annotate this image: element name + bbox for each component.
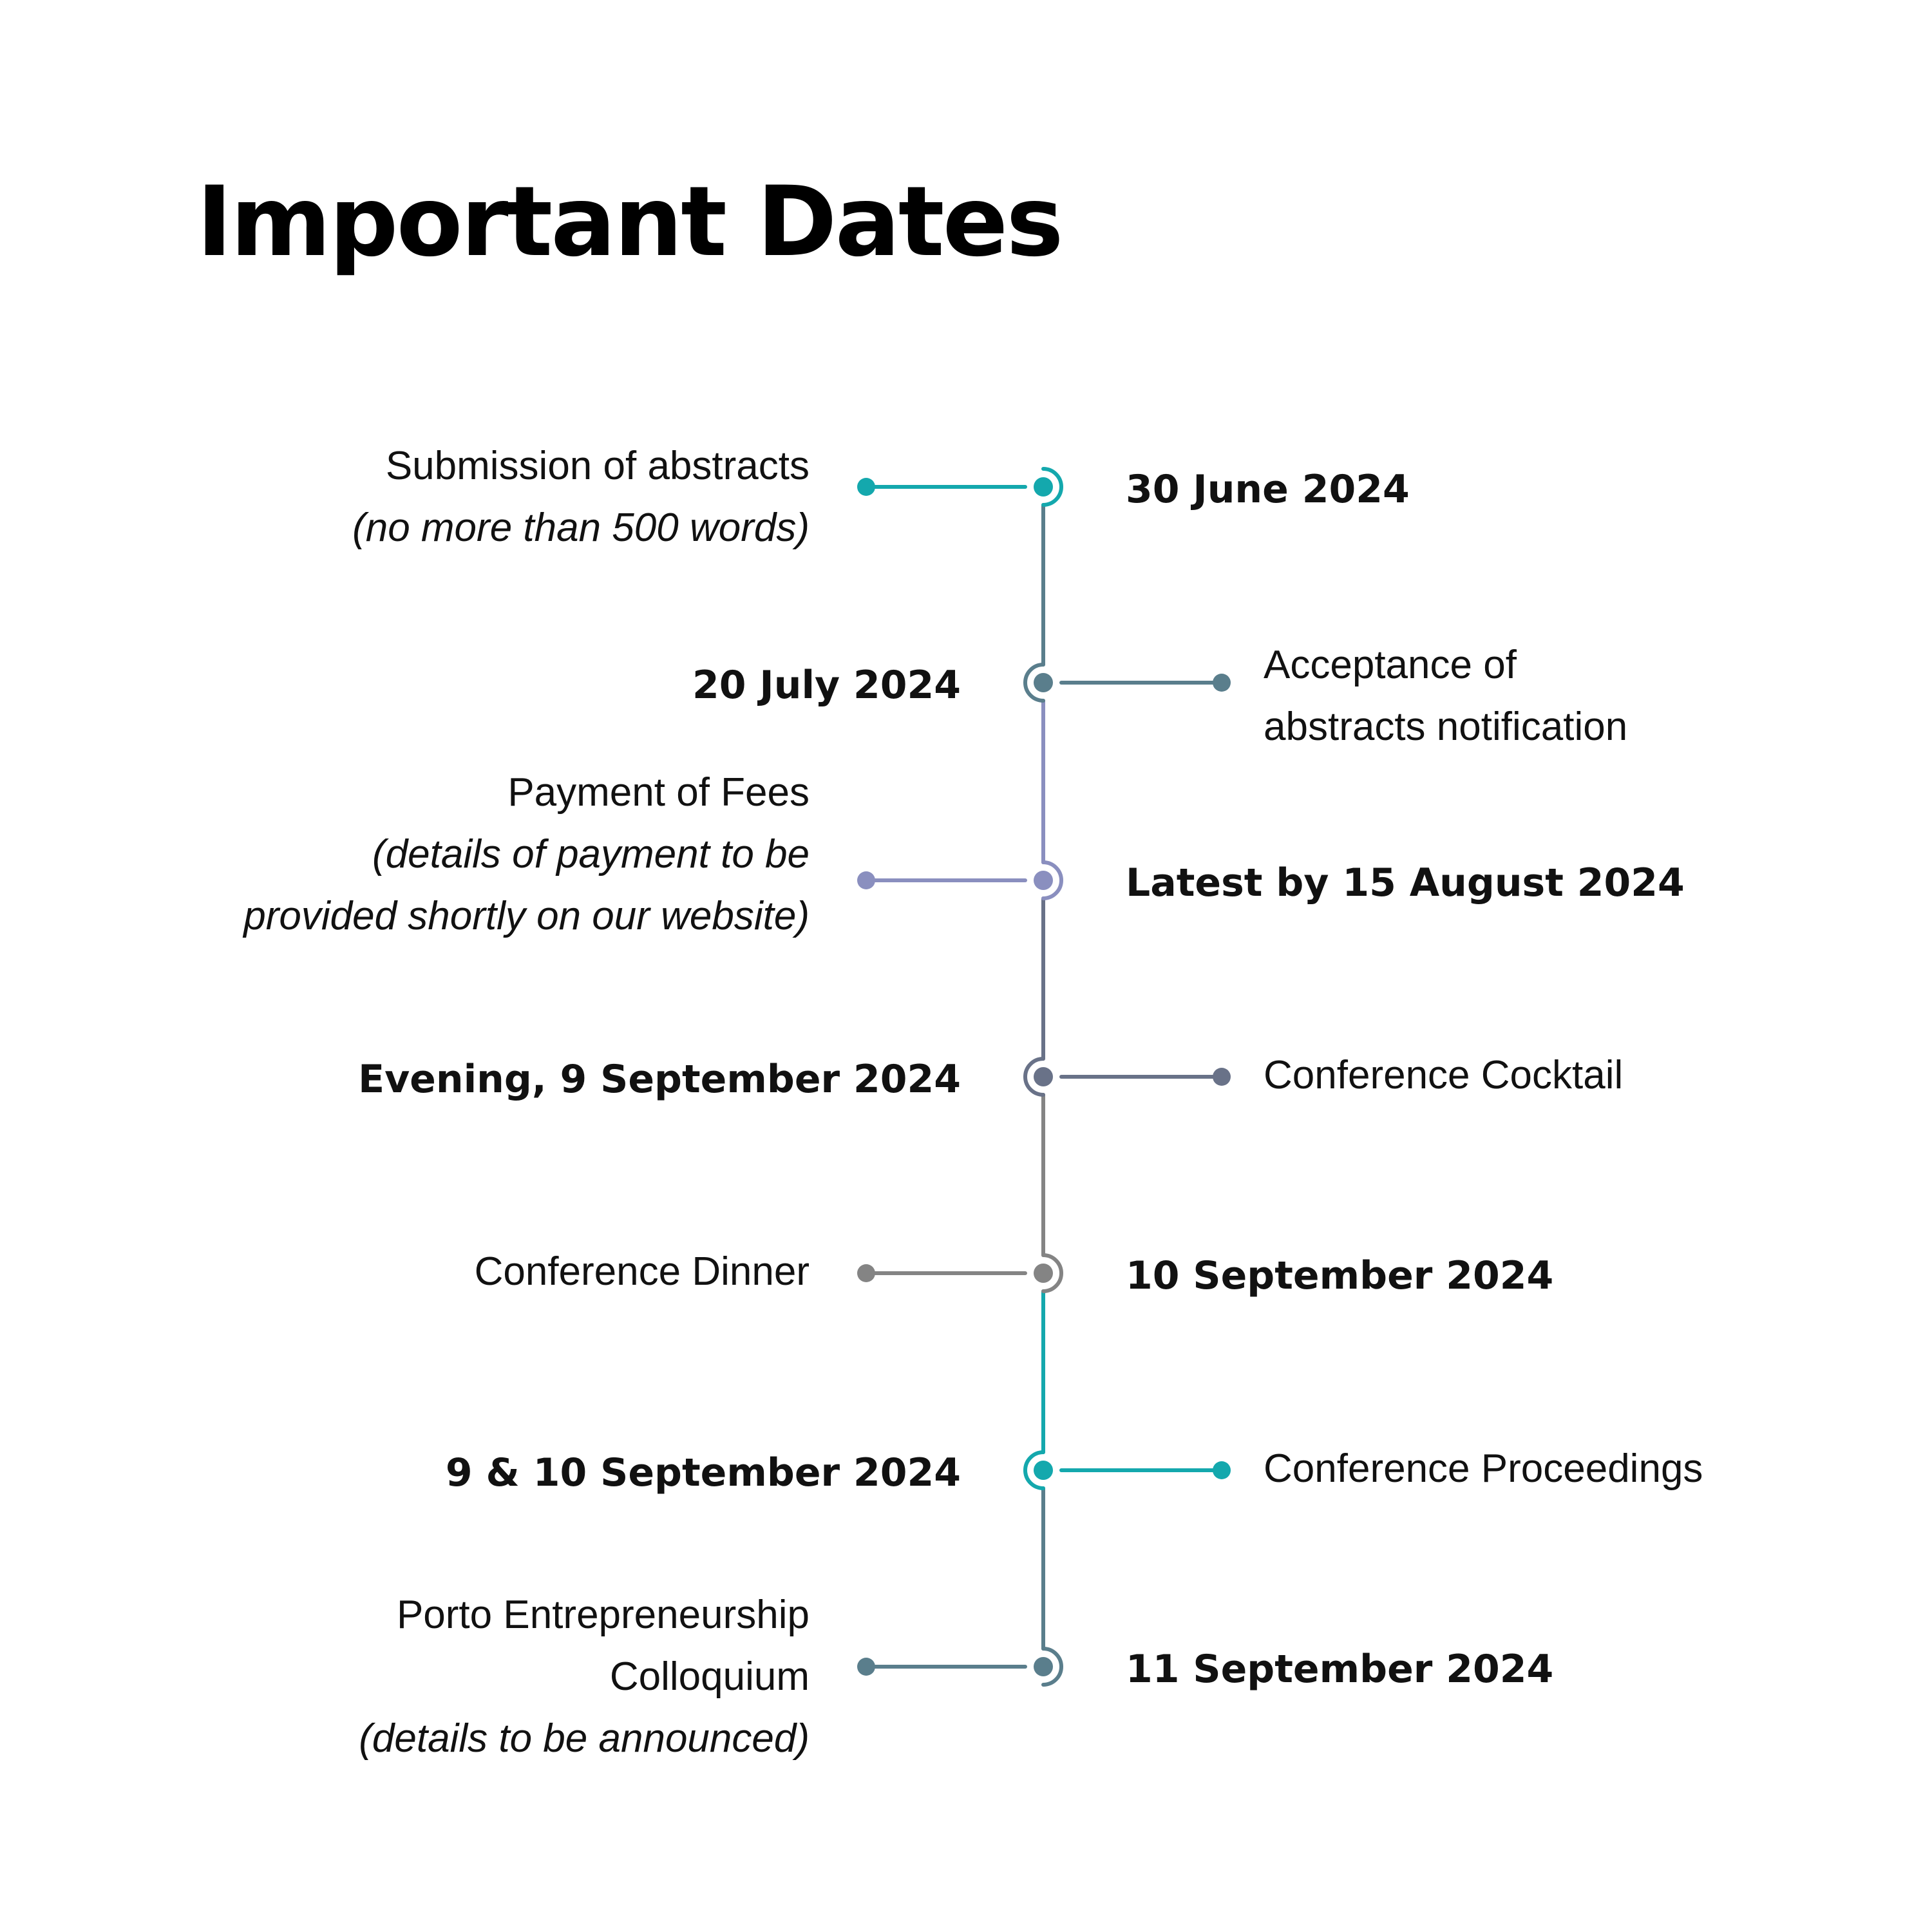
event-label	[243, 762, 810, 947]
event-label	[1264, 634, 1627, 758]
event-date: 10 September 2024	[1126, 1253, 1554, 1298]
timeline-node-dot	[1034, 1461, 1053, 1480]
event-label	[475, 1241, 810, 1303]
event-date: 20 July 2024	[692, 663, 961, 708]
timeline-arm-end-dot	[1213, 1461, 1231, 1479]
event-date: 30 June 2024	[1126, 467, 1410, 512]
event-label-line: Conference Dinner	[474, 1249, 810, 1294]
timeline-arm-end-dot	[857, 1264, 875, 1282]
event-note-line: (no more than 500 words)	[352, 506, 810, 550]
event-note-line: provided shortly on our website)	[243, 894, 810, 938]
timeline-node-dot	[1034, 673, 1053, 692]
timeline-arm-end-dot	[857, 478, 875, 496]
event-label	[1264, 1045, 1623, 1106]
event-label-line: abstracts notification	[1264, 705, 1628, 749]
timeline-arm-end-dot	[857, 871, 875, 889]
event-label-line: Payment of Fees	[507, 770, 810, 815]
timeline-arm-end-dot	[1213, 674, 1231, 692]
timeline-node-dot	[1034, 871, 1053, 890]
event-date: Latest by 15 August 2024	[1126, 860, 1685, 905]
event-date: 9 & 10 September 2024	[445, 1450, 961, 1495]
event-date: Evening, 9 September 2024	[358, 1057, 961, 1102]
event-label-line: Submission of abstracts	[385, 444, 810, 488]
event-note-line: (details to be announced)	[359, 1716, 810, 1761]
timeline-node-dot	[1034, 1264, 1053, 1283]
event-date: 11 September 2024	[1126, 1647, 1554, 1692]
timeline-node-dot	[1034, 1657, 1053, 1676]
page-title: Important Dates	[196, 166, 1062, 278]
timeline-arm-end-dot	[1213, 1068, 1231, 1086]
event-label-line: Conference Cocktail	[1264, 1053, 1624, 1097]
event-label-line: Conference Proceedings	[1264, 1446, 1703, 1491]
timeline-arm-end-dot	[857, 1658, 875, 1676]
event-label-line: Porto Entrepreneurship	[396, 1593, 810, 1637]
event-label	[352, 435, 810, 559]
event-label	[1264, 1438, 1703, 1500]
event-note-line: (details of payment to be	[372, 832, 810, 876]
timeline-node-dot	[1034, 1067, 1053, 1086]
event-label-line: Colloquium	[609, 1654, 810, 1699]
event-label-line: Acceptance of	[1264, 643, 1517, 687]
timeline-node-dot	[1034, 477, 1053, 497]
event-label	[359, 1584, 810, 1770]
